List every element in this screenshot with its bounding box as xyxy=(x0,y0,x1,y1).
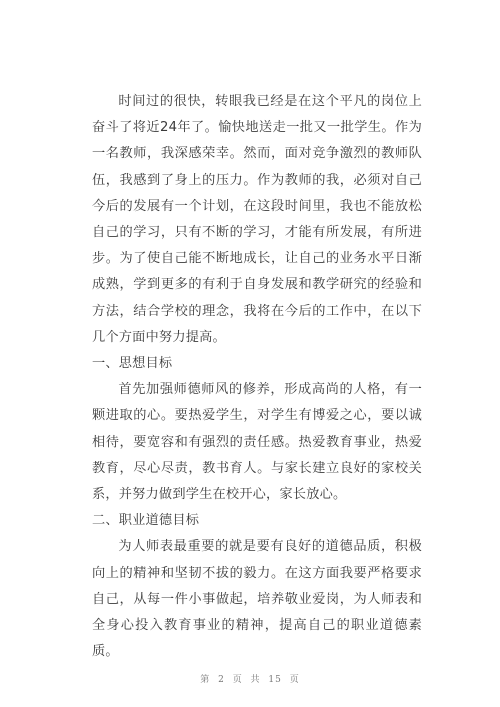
page-number-footer: 第 2 页 共 15 页 xyxy=(200,675,300,685)
section-heading-ideology: 一、思想目标 xyxy=(92,356,173,372)
document-body xyxy=(92,89,422,665)
intro-paragraph: 时间过的很快，转眼我已经是在这个平凡的岗位上奋斗了将近24年了。愉快地送走一批又一批学生。作为一名教师，我深感荣幸。然而，面对竞争激烈的教师队伍，我感到了身上的压力。作为教师的我，必须对自己今后的发展有一个计划，在这段时间里，我也不能放松自己的学习，只有不断的学习，才能有所发展，有所进步。为了使自己能不断地成长，让自己的业务水平日渐成熟，学到更多的有利于自身发展和教学研究的经验和方法，结合学校的理念，我将在今后的工作中，在以下几个方面中努力提高。 xyxy=(92,94,422,345)
ethics-paragraph: 为人师表最重要的就是要有良好的道德品质，积极向上的精神和坚韧不拔的毅力。在这方面我要严格要求自己，从每一件小事做起，培养敬业爱岗，为人师表和全身心投入教育事业的精神，提高自己的职业道德素质。 xyxy=(92,539,422,660)
section-heading-ethics: 二、职业道德目标 xyxy=(92,513,200,529)
ideology-paragraph: 首先加强师德师风的修养，形成高尚的人格，有一颗进取的心。要热爱学生，对学生有博爱之心，要以诚相待，要宽容和有强烈的责任感。热爱教育事业，热爱教育，尽心尽责，教书育人。与家长建立良好的家校关系，并努力做到学生在校开心，家长放心。 xyxy=(92,382,422,503)
